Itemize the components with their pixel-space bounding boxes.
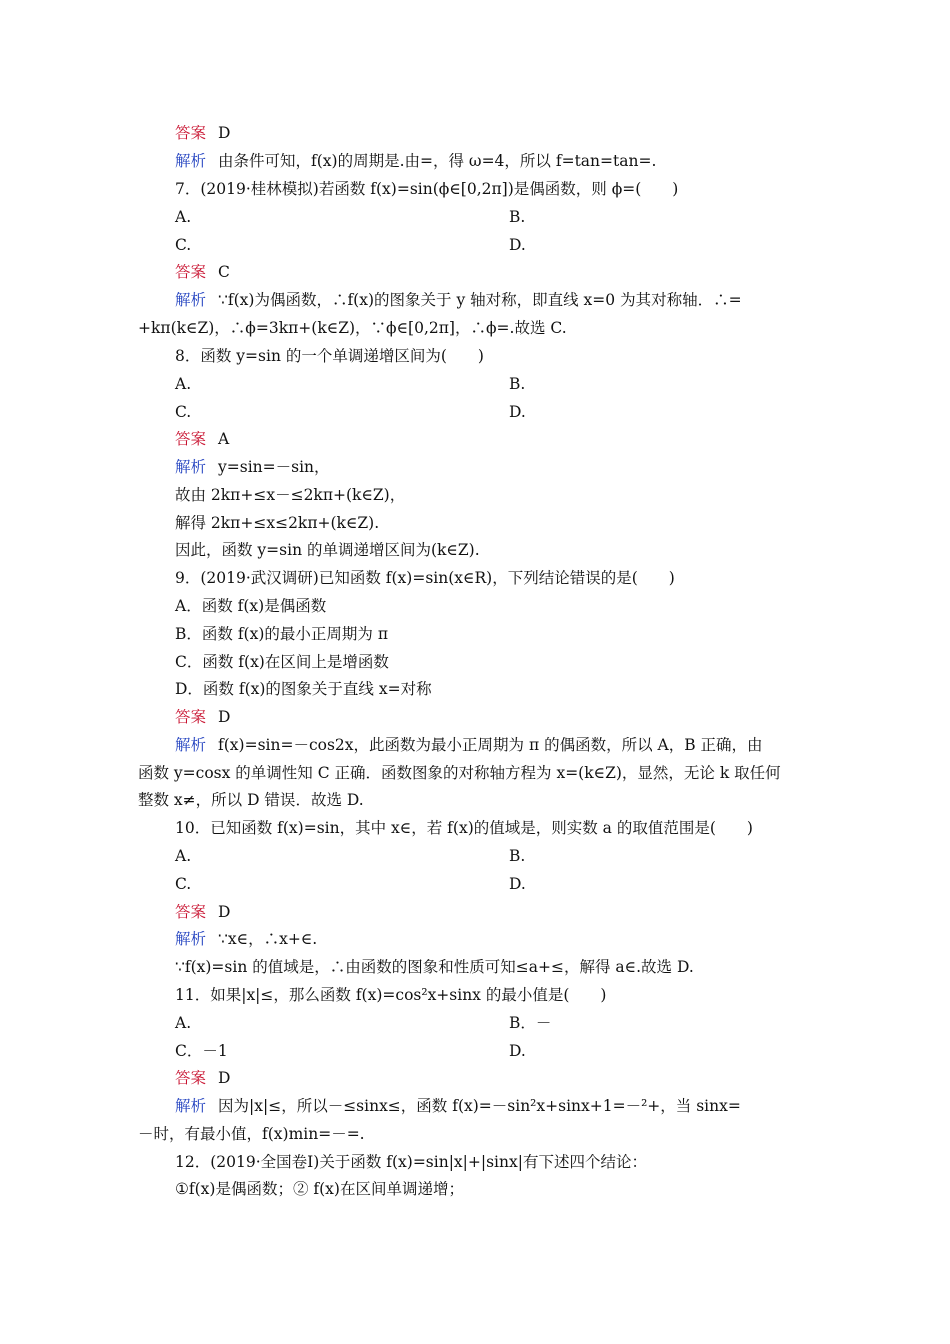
explanation-text: ∵f(x)为偶函数，∴f(x)的图象关于 y 轴对称，即直线 x=0 为其对称轴．∴= — [218, 291, 742, 309]
question-8: 8．函数 y=sin 的一个单调递增区间为( ) — [175, 347, 484, 365]
question-9: 9．(2019·武汉调研)已知函数 f(x)=sin(x∈R)，下列结论错误的是( ) — [175, 569, 675, 587]
text-line: ①f(x)是偶函数；② f(x)在区间单调递增； — [175, 1180, 464, 1198]
option-b: B. — [509, 847, 526, 865]
explanation-line — [175, 151, 656, 171]
explanation-label: 解析 — [175, 930, 207, 948]
text-line: +kπ(k∈Z)，∴ϕ=3kπ+(k∈Z)，∵ϕ∈[0,2π]，∴ϕ=.故选 C. — [138, 319, 567, 337]
explanation-label: 解析 — [175, 1097, 207, 1115]
explanation-label: 解析 — [175, 152, 207, 170]
option-a: A. — [175, 208, 192, 226]
explanation-text: ∵x∈，∴x+∈. — [218, 930, 318, 948]
answer-line — [175, 902, 230, 922]
answer-line — [175, 429, 229, 449]
answer-label: 答案 — [175, 1069, 207, 1087]
question-12: 12．(2019·全国卷Ⅰ)关于函数 f(x)=sin|x|+|sinx|有下述四个结论： — [175, 1153, 647, 1171]
option-c: C．函数 f(x)在区间上是增函数 — [175, 653, 389, 671]
option-a: A．函数 f(x)是偶函数 — [175, 597, 327, 615]
option-a: A. — [175, 1014, 192, 1032]
option-c: C. — [175, 236, 192, 254]
option-c: C. — [175, 875, 192, 893]
text-line: 整数 x≠，所以 D 错误．故选 D. — [138, 791, 364, 809]
option-a: A. — [175, 375, 192, 393]
answer-value: D — [218, 1069, 231, 1087]
question-10: 10．已知函数 f(x)=sin，其中 x∈，若 f(x)的值域是，则实数 a 的取值范围是( ) — [175, 819, 753, 837]
answer-label: 答案 — [175, 430, 207, 448]
option-a: A. — [175, 847, 192, 865]
explanation-line — [175, 457, 330, 477]
answer-line — [175, 262, 230, 282]
explanation-label: 解析 — [175, 291, 207, 309]
option-d: D. — [509, 875, 526, 893]
explanation-text: y=sin=－sin， — [218, 458, 330, 476]
option-b: B．函数 f(x)的最小正周期为 π — [175, 625, 389, 643]
text-line: 故由 2kπ+≤x－≤2kπ+(k∈Z)， — [175, 486, 406, 504]
question-7: 7．(2019·桂林模拟)若函数 f(x)=sin(ϕ∈[0,2π])是偶函数，则 ϕ=( ) — [175, 180, 679, 198]
explanation-line — [175, 1096, 741, 1116]
explanation-line — [175, 929, 317, 949]
answer-value: D — [218, 903, 231, 921]
option-b: B. — [509, 208, 526, 226]
answer-label: 答案 — [175, 263, 207, 281]
option-b: B. — [509, 375, 526, 393]
text-line: 因此，函数 y=sin 的单调递增区间为(k∈Z). — [175, 541, 480, 559]
answer-line — [175, 707, 230, 727]
explanation-label: 解析 — [175, 458, 207, 476]
answer-label: 答案 — [175, 903, 207, 921]
explanation-text: f(x)=sin=－cos2x，此函数为最小正周期为 π 的偶函数，所以 A，B 正确，由 — [218, 736, 763, 754]
answer-label: 答案 — [175, 708, 207, 726]
answer-line — [175, 1068, 230, 1088]
answer-line — [175, 123, 230, 143]
option-d: D. — [509, 403, 526, 421]
text-line: －时，有最小值，f(x)min=－=. — [138, 1125, 365, 1143]
option-d: D. — [509, 1042, 526, 1060]
question-11: 11．如果|x|≤，那么函数 f(x)=cos²x+sinx 的最小值是( ) — [175, 986, 607, 1004]
answer-value: D — [218, 124, 231, 142]
option-c: C．－1 — [175, 1042, 228, 1060]
option-c: C. — [175, 403, 192, 421]
explanation-text: 因为|x|≤，所以－≤sinx≤，函数 f(x)=－sin²x+sinx+1=－²+，当 sinx= — [218, 1097, 741, 1115]
option-d: D．函数 f(x)的图象关于直线 x=对称 — [175, 680, 432, 698]
option-b: B．－ — [509, 1014, 552, 1032]
text-line: 函数 y=cosx 的单调性知 C 正确．函数图象的对称轴方程为 x=(k∈Z)，显然，无论 k 取任何 — [138, 764, 781, 782]
text-line: 解得 2kπ+≤x≤2kπ+(k∈Z). — [175, 514, 380, 532]
answer-value: D — [218, 708, 231, 726]
explanation-line — [175, 290, 742, 310]
answer-label: 答案 — [175, 124, 207, 142]
answer-value: C — [218, 263, 230, 281]
text-line: ∵f(x)=sin 的值域是，∴由函数的图象和性质可知≤a+≤，解得 a∈.故选 D. — [175, 958, 694, 976]
explanation-line — [175, 735, 763, 755]
explanation-label: 解析 — [175, 736, 207, 754]
explanation-text: 由条件可知，f(x)的周期是.由=，得 ω=4，所以 f=tan=tan=. — [218, 152, 657, 170]
option-d: D. — [509, 236, 526, 254]
answer-value: A — [218, 430, 230, 448]
